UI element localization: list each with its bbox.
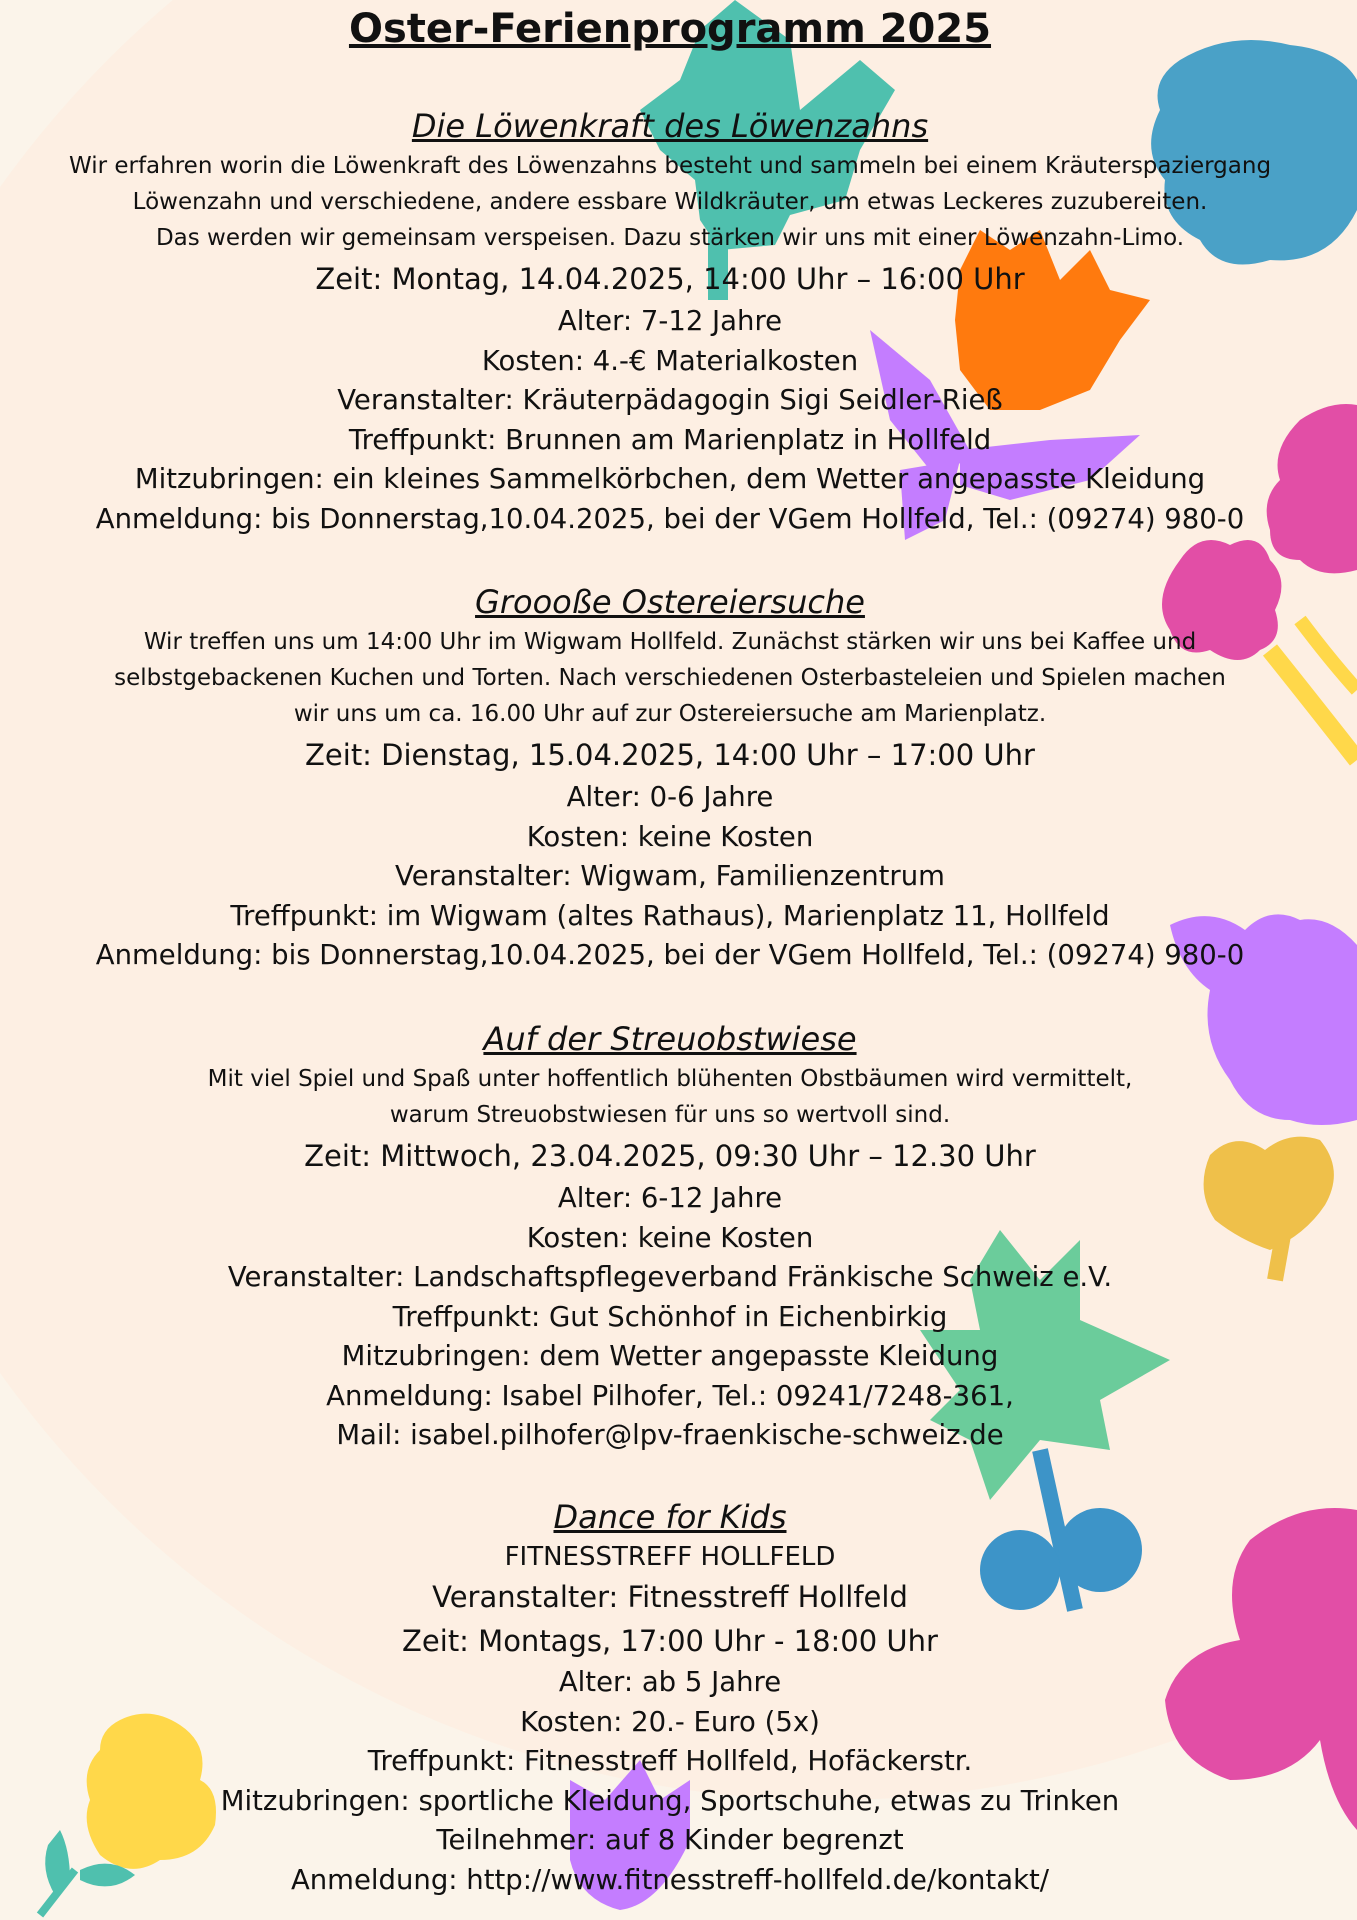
page-title: Oster-Ferienprogramm 2025	[348, 6, 992, 52]
zeit-line: Zeit: Montag, 14.04.2025, 14:00 Uhr – 16:00 Uhr	[315, 262, 1025, 296]
detail-veranstalter: Veranstalter: Fitnesstreff Hollfeld	[432, 1580, 908, 1614]
detail-veranstalter: Veranstalter: Landschaftspflegeverband Fränkische Schweiz e.V.	[227, 1261, 1113, 1293]
section-details	[0, 1663, 1340, 1900]
description-line: wir uns um ca. 16.00 Uhr auf zur Ostereiersuche am Marienplatz.	[293, 701, 1047, 727]
description-line: Wir erfahren worin die Löwenkraft des Löwenzahns besteht und sammeln bei einem Kräuterspaziergang	[68, 153, 1272, 179]
detail-mitzubringen: Mitzubringen: sportliche Kleidung, Sportschuhe, etwas zu Trinken	[220, 1784, 1120, 1817]
detail-kosten: Kosten: keine Kosten	[526, 820, 814, 853]
section-details	[0, 302, 1340, 539]
detail-alter: Alter: 7-12 Jahre	[557, 305, 783, 337]
description-line: Löwenzahn und verschiedene, andere essbare Wildkräuter, um etwas Leckeres zuzubereiten.	[132, 189, 1208, 215]
detail-kosten: Kosten: 4.-€ Materialkosten	[481, 344, 859, 377]
description-line: selbstgebackenen Kuchen und Torten. Nach verschiedenen Osterbasteleien und Spielen machen	[114, 665, 1226, 691]
detail-anmeldung: Anmeldung: Isabel Pilhofer, Tel.: 09241/7248-361,	[326, 1379, 1014, 1412]
zeit-line: Zeit: Montags, 17:00 Uhr - 18:00 Uhr	[402, 1624, 938, 1658]
zeit-line: Zeit: Dienstag, 15.04.2025, 14:00 Uhr – 17:00 Uhr	[305, 738, 1035, 772]
section-description	[0, 1061, 1340, 1133]
detail-veranstalter: Veranstalter: Wigwam, Familienzentrum	[395, 860, 945, 892]
organizer-caps: FITNESSTREFF HOLLFELD	[504, 1542, 836, 1572]
section-description	[0, 148, 1340, 256]
section-details	[0, 778, 1340, 976]
detail-mitzubringen: Mitzubringen: ein kleines Sammelkörbchen, dem Wetter angepasste Kleidung	[134, 463, 1206, 495]
detail-kosten: Kosten: keine Kosten	[526, 1221, 814, 1254]
detail-treffpunkt: Treffpunkt: Brunnen am Marienplatz in Hollfeld	[348, 423, 992, 456]
description-line: warum Streuobstwiesen für uns so wertvoll sind.	[389, 1102, 951, 1128]
detail-treffpunkt: Treffpunkt: im Wigwam (altes Rathaus), Marienplatz 11, Hollfeld	[230, 899, 1110, 932]
detail-mitzubringen: Mitzubringen: dem Wetter angepasste Kleidung	[341, 1340, 999, 1372]
section-description	[0, 624, 1340, 732]
section-title: Dance for Kids	[553, 1498, 787, 1536]
zeit-line: Zeit: Mittwoch, 23.04.2025, 09:30 Uhr – 12.30 Uhr	[304, 1139, 1036, 1173]
detail-treffpunkt: Treffpunkt: Gut Schönhof in Eichenbirkig	[392, 1300, 948, 1333]
section-ostereiersuche	[0, 580, 1340, 976]
detail-anmeldung: Anmeldung: bis Donnerstag,10.04.2025, bei der VGem Hollfeld, Tel.: (09274) 980-0	[95, 939, 1245, 971]
description-line: Wir treffen uns um 14:00 Uhr im Wigwam Hollfeld. Zunächst stärken wir uns bei Kaffee und	[143, 629, 1197, 655]
section-title: Die Löwenkraft des Löwenzahns	[411, 107, 929, 145]
section-title: Groooße Ostereiersuche	[475, 583, 865, 621]
description-line: Das werden wir gemeinsam verspeisen. Dazu stärken wir uns mit einer Löwenzahn-Limo.	[155, 225, 1185, 251]
detail-anmeldung: Anmeldung: bis Donnerstag,10.04.2025, bei der VGem Hollfeld, Tel.: (09274) 980-0	[95, 502, 1245, 535]
detail-veranstalter: Veranstalter: Kräuterpädagogin Sigi Seidler-Rieß	[337, 384, 1003, 416]
detail-alter: Alter: 0-6 Jahre	[566, 781, 774, 813]
detail-anmeldung-link[interactable]: Anmeldung: http://www.fitnesstreff-hollfeld.de/kontakt/	[290, 1863, 1050, 1896]
section-dance-for-kids	[0, 1495, 1340, 1900]
detail-alter: Alter: 6-12 Jahre	[557, 1182, 783, 1214]
section-details	[0, 1179, 1340, 1456]
section-loewenzahn	[0, 104, 1340, 539]
detail-mail: Mail: isabel.pilhofer@lpv-fraenkische-schweiz.de	[336, 1419, 1004, 1451]
detail-treffpunkt: Treffpunkt: Fitnesstreff Hollfeld, Hofäckerstr.	[367, 1745, 973, 1777]
detail-teilnehmer: Teilnehmer: auf 8 Kinder begrenzt	[436, 1824, 904, 1856]
detail-alter: Alter: ab 5 Jahre	[558, 1666, 782, 1698]
section-title: Auf der Streuobstwiese	[483, 1020, 857, 1058]
section-streuobstwiese	[0, 1017, 1340, 1456]
detail-kosten: Kosten: 20.- Euro (5x)	[520, 1705, 820, 1738]
description-line: Mit viel Spiel und Spaß unter hoffentlich blühenten Obstbäumen wird vermittelt,	[207, 1066, 1133, 1092]
